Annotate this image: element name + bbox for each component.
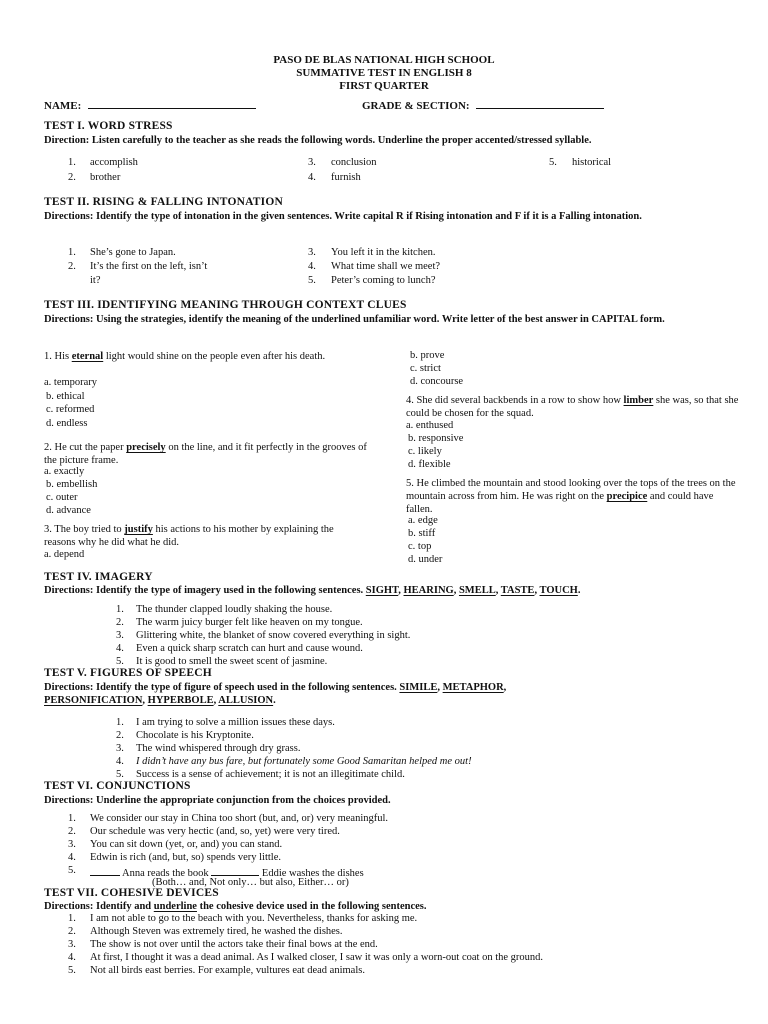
test7-item-num: 3.	[68, 939, 76, 950]
test1-directions: Direction: Listen carefully to the teacher as she reads the following words. Underline the proper accented/stressed syllable.	[44, 135, 592, 146]
underlined-word: precisely	[126, 442, 166, 453]
test5-title: TEST V. FIGURES OF SPEECH	[44, 667, 212, 679]
test5-item-text: Chocolate is his Kryptonite.	[136, 730, 254, 741]
choice: TASTE	[500, 585, 535, 596]
answer-option: d. flexible	[408, 459, 451, 470]
answer-option: c. strict	[410, 363, 441, 374]
test6-item-text: You can sit down (yet, or, and) you can stand.	[90, 839, 283, 850]
answer-option: a. depend	[44, 549, 85, 560]
test3-directions: Directions: Using the strategies, identify the meaning of the underlined unfamiliar word. Write letter of the best answer in CAPITAL form.	[44, 314, 665, 325]
question-text: light would shine on the people even after his death.	[103, 351, 326, 362]
choice: METAPHOR	[442, 682, 504, 693]
grade-section-blank[interactable]	[476, 98, 604, 109]
test7-item-num: 4.	[68, 952, 76, 963]
test6-item-num: 5.	[68, 865, 76, 876]
answer-option: c. outer	[46, 492, 78, 503]
test2-item-text: What time shall we meet?	[331, 261, 441, 272]
test6-item-5-choices: (Both… and, Not only… but also, Either… or)	[152, 877, 349, 888]
test1-item-word: furnish	[331, 172, 361, 183]
test1-item-word: accomplish	[90, 157, 138, 168]
choice: SIMILE	[399, 682, 438, 693]
name-field[interactable]	[44, 98, 256, 112]
test4-item-num: 1.	[116, 604, 124, 615]
test7-item-text: Not all birds east berries. For example, vultures eat dead animals.	[90, 965, 365, 976]
test3-question-3	[44, 523, 334, 549]
test5-item-num: 1.	[116, 717, 124, 728]
question-text: on the line, and it fit perfectly in the grooves of the picture frame.	[44, 442, 367, 466]
test6-item-text: Eddie washes the dishes	[261, 868, 364, 879]
test5-item-num: 3.	[116, 743, 124, 754]
test4-directions: Directions: Identify the type of imagery used in the following sentences. SIGHT, HEARING, SMELL, TASTE, TOUCH.	[44, 585, 581, 596]
choice: HYPERBOLE	[147, 695, 214, 706]
directions-text: Directions: Identify the type of imagery used in the following sentences.	[44, 585, 364, 596]
test4-item-text: Even a quick sharp scratch can hurt and cause wound.	[136, 643, 363, 654]
test2-item-num: 3.	[308, 247, 316, 258]
choice: SIGHT	[365, 585, 399, 596]
grade-section-label: GRADE & SECTION:	[362, 100, 470, 112]
test2-item-text: You left it in the kitchen.	[331, 247, 436, 258]
test-title: SUMMATIVE TEST IN ENGLISH 8	[296, 67, 472, 79]
test4-item-num: 4.	[116, 643, 124, 654]
test6-item-num: 1.	[68, 813, 76, 824]
test2-title: TEST II. RISING & FALLING INTONATION	[44, 196, 283, 208]
question-text: and could have fallen.	[406, 491, 714, 515]
answer-option: c. likely	[408, 446, 442, 457]
answer-option: d. under	[408, 554, 443, 565]
answer-option: b. embellish	[46, 479, 98, 490]
test7-item-num: 5.	[68, 965, 76, 976]
answer-option: b. prove	[410, 350, 445, 361]
choice: SMELL	[458, 585, 496, 596]
test5-item-text: The wind whispered through dry grass.	[136, 743, 301, 754]
test5-directions-cont: PERSONIFICATION, HYPERBOLE, ALLUSION.	[44, 695, 276, 706]
test4-item-text: It is good to smell the sweet scent of jasmine.	[136, 656, 328, 667]
test4-item-num: 2.	[116, 617, 124, 628]
test5-item-num: 4.	[116, 756, 124, 767]
answer-option: a. edge	[408, 515, 438, 526]
question-text: his actions to his mother by explaining the reasons why he did what he did.	[44, 524, 334, 548]
test1-item-num: 2.	[68, 172, 76, 183]
name-blank[interactable]	[88, 98, 256, 109]
answer-option: c. reformed	[46, 404, 95, 415]
test1-item-num: 1.	[68, 157, 76, 168]
question-text: 2. He cut the paper	[44, 442, 127, 453]
answer-option: d. endless	[46, 418, 88, 429]
directions-text: Directions: Identify the type of figure of speech used in the following sentences.	[44, 682, 397, 693]
answer-option: b. stiff	[408, 528, 436, 539]
test3-question-2	[44, 441, 374, 467]
choice: TOUCH	[539, 585, 578, 596]
test3-question-1	[44, 350, 364, 363]
underlined-word: eternal	[71, 351, 104, 362]
test2-item-num: 4.	[308, 261, 316, 272]
test6-item-num: 4.	[68, 852, 76, 863]
question-text: she was, so that she could be chosen for the squad.	[406, 395, 739, 419]
test4-item-text: The thunder clapped loudly shaking the house.	[136, 604, 333, 615]
test3-title: TEST III. IDENTIFYING MEANING THROUGH CONTEXT CLUES	[44, 299, 407, 311]
question-text: 5. He climbed the mountain and stood looking over the tops of the trees on the mountain across from him. He was right on the	[406, 478, 736, 502]
test1-item-word: conclusion	[331, 157, 377, 168]
test7-title: TEST VII. COHESIVE DEVICES	[44, 887, 219, 899]
underlined-word: limber	[623, 395, 654, 406]
test5-item-text: I didn’t have any bus fare, but fortunately some Good Samaritan helped me out!	[136, 756, 472, 767]
test2-item-num: 1.	[68, 247, 76, 258]
test1-item-num: 5.	[549, 157, 557, 168]
answer-option: b. ethical	[46, 391, 85, 402]
choice: PERSONIFICATION	[44, 695, 143, 706]
underlined-word: justify	[124, 524, 153, 535]
choice: ALLUSION	[218, 695, 274, 706]
test7-item-text: I am not able to go to the beach with you. Nevertheless, thanks for asking me.	[90, 913, 418, 924]
test7-item-text: The show is not over until the actors take their final bows at the end.	[90, 939, 378, 950]
question-text: 1. His	[44, 351, 72, 362]
test7-item-text: Although Steven was extremely tired, he washed the dishes.	[90, 926, 343, 937]
test6-item-num: 2.	[68, 826, 76, 837]
answer-option: a. exactly	[44, 466, 85, 477]
test4-item-num: 3.	[116, 630, 124, 641]
answer-option: b. responsive	[408, 433, 464, 444]
directions-text: the cohesive device used in the following sentences.	[196, 901, 427, 912]
directions-underlined: underline	[153, 901, 197, 912]
test7-item-text: At first, I thought it was a dead animal. As I walked closer, I saw it was only a worn-out coat on the ground.	[90, 952, 544, 963]
test1-item-num: 3.	[308, 157, 316, 168]
test6-item-text: We consider our stay in China too short (but, and, or) very meaningful.	[90, 813, 389, 824]
test7-item-num: 2.	[68, 926, 76, 937]
test4-item-num: 5.	[116, 656, 124, 667]
answer-option: a. enthused	[406, 420, 454, 431]
quarter-label: FIRST QUARTER	[339, 80, 429, 92]
test7-item-num: 1.	[68, 913, 76, 924]
test2-directions: Directions: Identify the type of intonation in the given sentences. Write capital R if Rising intonation and F if it is a Falling intonation.	[44, 211, 642, 222]
school-name: PASO DE BLAS NATIONAL HIGH SCHOOL	[273, 54, 495, 66]
test6-title: TEST VI. CONJUNCTIONS	[44, 780, 191, 792]
answer-option: d. concourse	[410, 376, 464, 387]
test1-item-num: 4.	[308, 172, 316, 183]
test5-item-text: I am trying to solve a million issues these days.	[136, 717, 335, 728]
answer-blank[interactable]	[211, 865, 259, 876]
grade-section-field[interactable]	[362, 98, 604, 112]
test4-item-text: The warm juicy burger felt like heaven on my tongue.	[136, 617, 363, 628]
test6-item-text: Edwin is rich (and, but, so) spends very little.	[90, 852, 282, 863]
test2-item-text: It’s the first on the left, isn’t	[90, 261, 208, 272]
question-text: 4. She did several backbends in a row to show how	[406, 395, 624, 406]
test2-item-num: 5.	[308, 275, 316, 286]
test2-item-num: 2.	[68, 261, 76, 272]
test1-item-word: historical	[572, 157, 612, 168]
test1-title: TEST I. WORD STRESS	[44, 120, 173, 132]
test2-item-text: She’s gone to Japan.	[90, 247, 176, 258]
test1-item-word: brother	[90, 172, 121, 183]
test5-item-num: 5.	[116, 769, 124, 780]
question-text: 3. The boy tried to	[44, 524, 125, 535]
directions-text: Directions: Identify and	[44, 901, 154, 912]
answer-option: a. temporary	[44, 377, 98, 388]
test4-title: TEST IV. IMAGERY	[44, 571, 153, 583]
test5-item-text: Success is a sense of achievement; it is not an illegitimate child.	[136, 769, 405, 780]
test5-directions: Directions: Identify the type of figure of speech used in the following sentences. SIMILE, METAPHOR,	[44, 682, 507, 693]
underlined-word: precipice	[606, 491, 648, 502]
test6-directions: Directions: Underline the appropriate conjunction from the choices provided.	[44, 795, 391, 806]
test7-directions	[44, 900, 714, 914]
test5-item-num: 2.	[116, 730, 124, 741]
test4-item-text: Glittering white, the blanket of snow covered everything in sight.	[136, 630, 411, 641]
test3-question-4	[406, 394, 756, 420]
name-label: NAME:	[44, 100, 82, 112]
choice: HEARING	[403, 585, 454, 596]
answer-option: d. advance	[46, 505, 91, 516]
answer-option: c. top	[408, 541, 432, 552]
test3-question-5	[406, 477, 736, 516]
test2-item-text-cont: it?	[90, 275, 101, 286]
test6-item-num: 3.	[68, 839, 76, 850]
test2-item-text: Peter’s coming to lunch?	[331, 275, 436, 286]
test6-item-text: Our schedule was very hectic (and, so, yet) were very tired.	[90, 826, 340, 837]
answer-blank[interactable]	[90, 865, 120, 876]
test6-item-text: Anna reads the book	[122, 868, 209, 879]
